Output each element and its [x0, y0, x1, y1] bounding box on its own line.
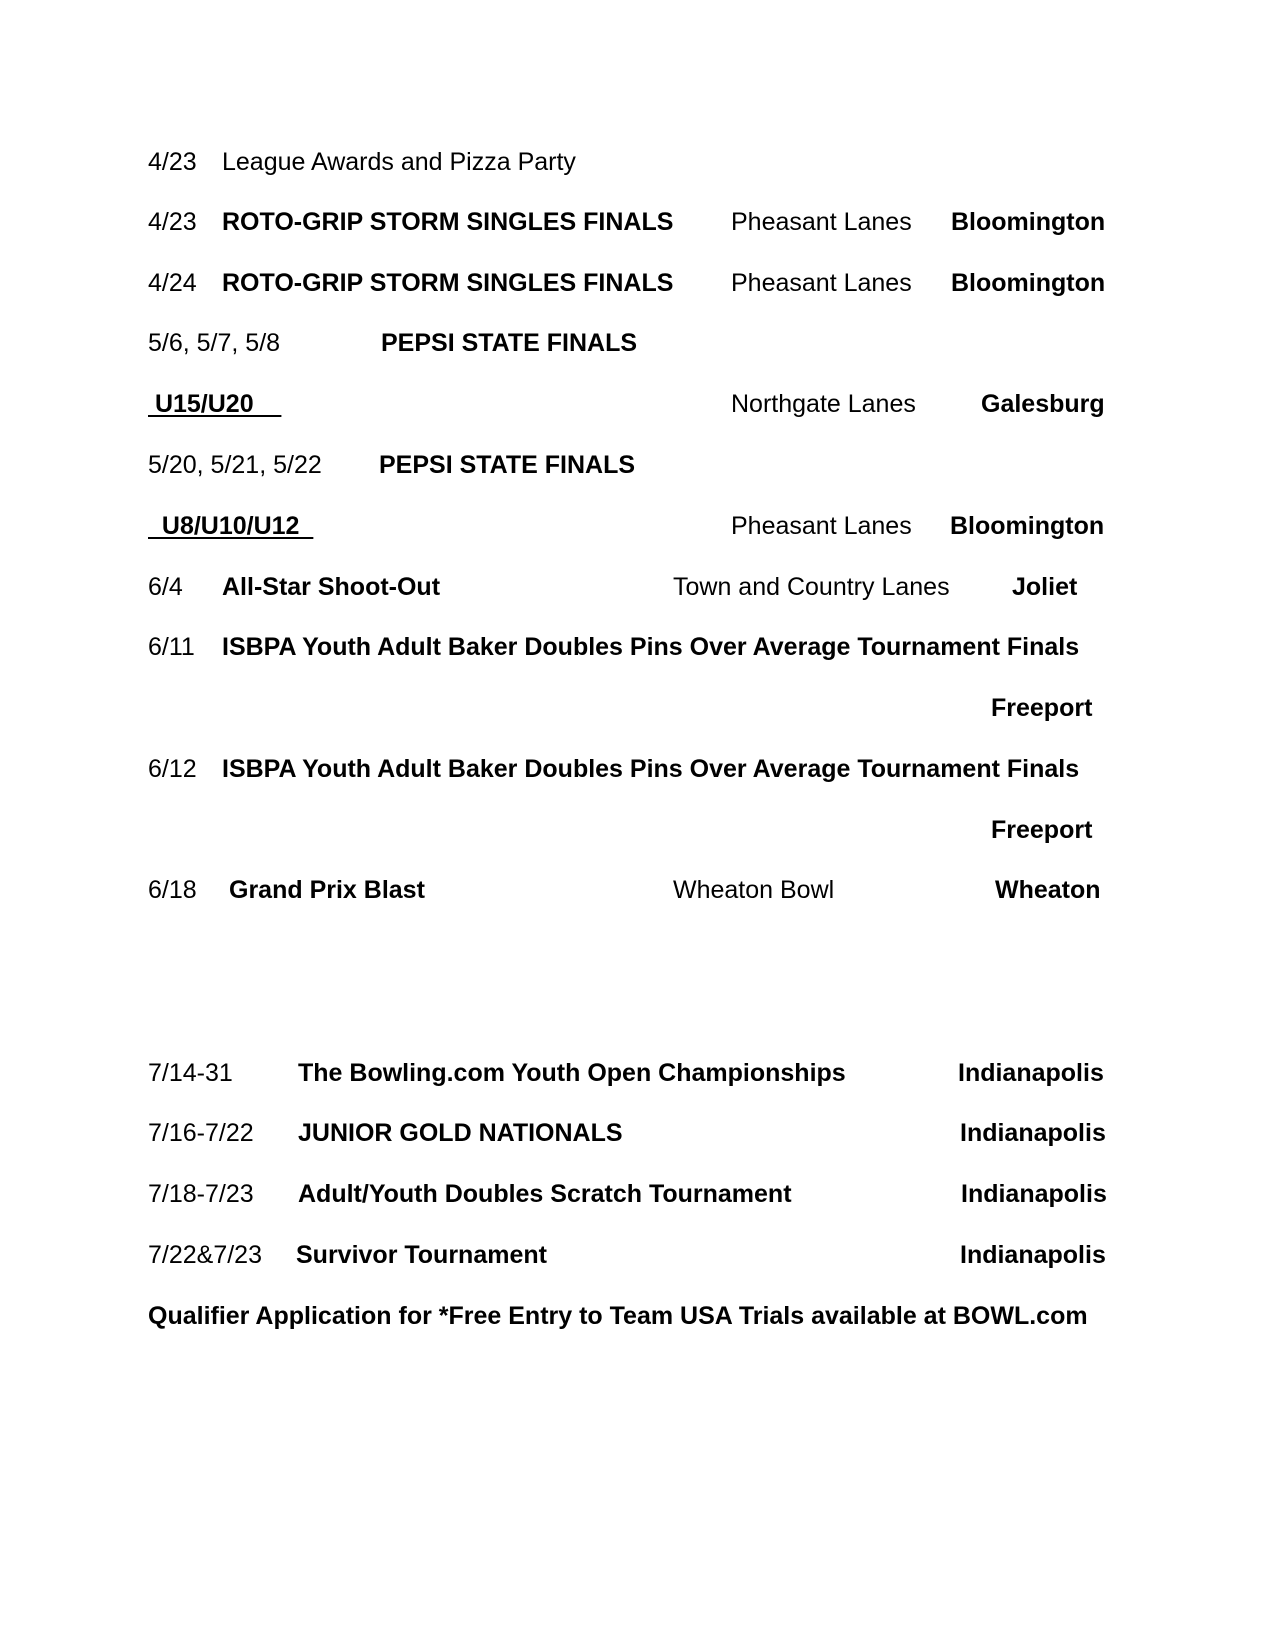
event-division: U15/U20 — [148, 390, 282, 418]
event-city: Wheaton — [995, 876, 1101, 904]
event-city: Indianapolis — [960, 1119, 1106, 1147]
event-date: 7/18-7/23 — [148, 1180, 254, 1208]
event-venue: Wheaton Bowl — [673, 876, 835, 904]
event-city: Joliet — [1012, 573, 1078, 601]
event-venue: Northgate Lanes — [731, 390, 916, 418]
event-date: 4/24 — [148, 269, 197, 297]
event-title: The Bowling.com Youth Open Championships — [298, 1059, 846, 1087]
event-city: Bloomington — [951, 269, 1106, 297]
event-title: Survivor Tournament — [296, 1241, 547, 1269]
event-date: 6/11 — [148, 633, 195, 661]
event-city: Freeport — [991, 816, 1093, 844]
event-division: U8/U10/U12 — [148, 512, 314, 540]
event-title: Grand Prix Blast — [229, 876, 425, 904]
event-title: ISBPA Youth Adult Baker Doubles Pins Over Average Tournament Finals — [222, 633, 1080, 661]
event-city: Freeport — [991, 694, 1093, 722]
event-city: Indianapolis — [958, 1059, 1104, 1087]
event-title: League Awards and Pizza Party — [222, 148, 576, 176]
event-city: Bloomington — [950, 512, 1105, 540]
event-title: Adult/Youth Doubles Scratch Tournament — [298, 1180, 792, 1208]
event-date: 5/20, 5/21, 5/22 — [148, 451, 322, 479]
event-title: JUNIOR GOLD NATIONALS — [298, 1119, 623, 1147]
event-venue: Pheasant Lanes — [731, 269, 912, 297]
event-city: Indianapolis — [961, 1180, 1107, 1208]
event-venue: Pheasant Lanes — [731, 512, 912, 540]
event-city: Galesburg — [981, 390, 1105, 418]
event-title: PEPSI STATE FINALS — [381, 329, 638, 357]
event-title: All-Star Shoot-Out — [222, 573, 441, 601]
event-venue: Town and Country Lanes — [673, 573, 950, 601]
event-title: ISBPA Youth Adult Baker Doubles Pins Over Average Tournament Finals — [222, 755, 1080, 783]
event-city: Bloomington — [951, 208, 1106, 236]
event-date: 7/22&7/23 — [148, 1241, 262, 1269]
event-date: 7/16-7/22 — [148, 1119, 254, 1147]
event-date: 7/14-31 — [148, 1059, 233, 1087]
event-date: 4/23 — [148, 208, 197, 236]
event-title: PEPSI STATE FINALS — [379, 451, 636, 479]
footer-note: Qualifier Application for *Free Entry to Team USA Trials available at BOWL.com — [148, 1302, 1088, 1330]
event-title: ROTO-GRIP STORM SINGLES FINALS — [222, 269, 674, 297]
event-venue: Pheasant Lanes — [731, 208, 912, 236]
event-date: 4/23 — [148, 148, 197, 176]
event-date: 6/12 — [148, 755, 197, 783]
event-city: Indianapolis — [960, 1241, 1106, 1269]
event-date: 6/18 — [148, 876, 197, 904]
event-date: 5/6, 5/7, 5/8 — [148, 329, 281, 357]
event-date: 6/4 — [148, 573, 183, 601]
event-title: ROTO-GRIP STORM SINGLES FINALS — [222, 208, 674, 236]
